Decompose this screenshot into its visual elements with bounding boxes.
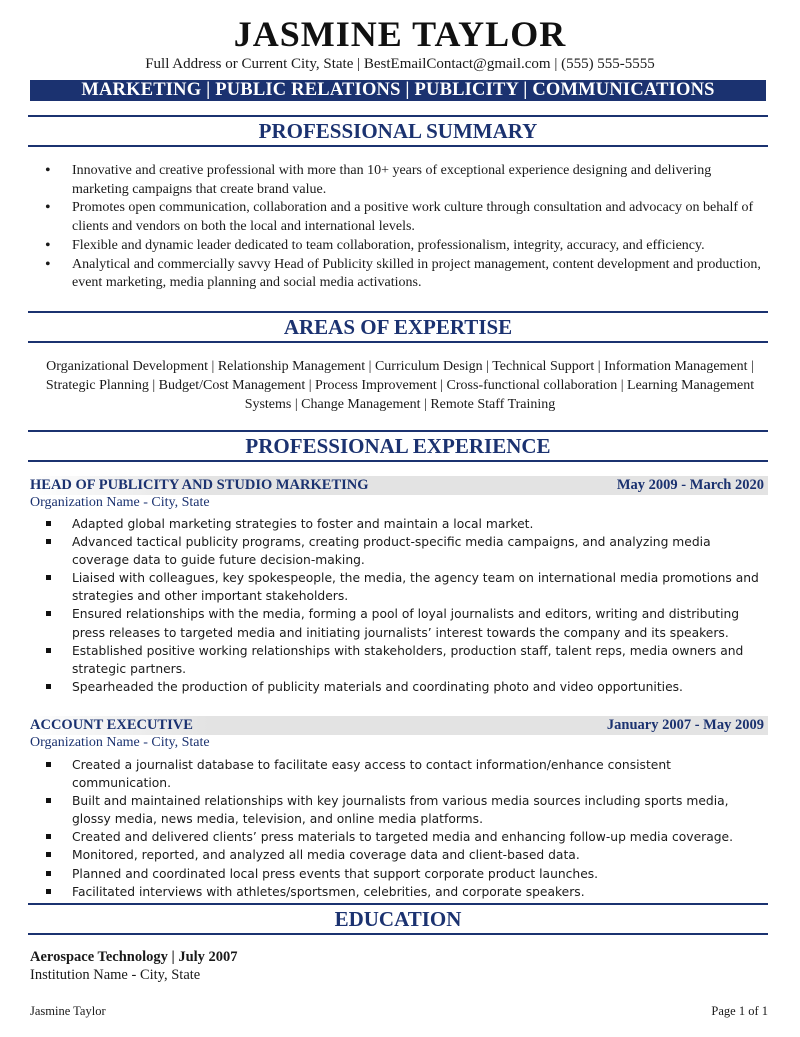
job-duties <box>40 756 765 901</box>
summary-item: • Innovative and creative professional with more than 10+ years of exceptional experience designing and delivering marketing campaigns that create brand value. <box>40 162 770 199</box>
duty-item: Adapted global marketing strategies to foster and maintain a local market. <box>40 515 765 533</box>
duty-item: Ensured relationships with the media, forming a pool of loyal journalists and editors, writing and distributing press releases to targeted media and initiating journalists’ interest towards the company and its speakers. <box>40 605 765 641</box>
duty-item: Planned and coordinated local press events that support corporate product launches. <box>40 865 765 883</box>
duty-item: Monitored, reported, and analyzed all media coverage data and client-based data. <box>40 846 765 864</box>
duty-item: Advanced tactical publicity programs, creating product-specific media campaigns, and analyzing media coverage data to guide future decision-making. <box>40 533 765 569</box>
job-duties <box>40 515 765 696</box>
job-title: HEAD OF PUBLICITY AND STUDIO MARKETING <box>30 477 369 493</box>
specialties-banner: MARKETING | PUBLIC RELATIONS | PUBLICITY | COMMUNICATIONS <box>30 80 766 101</box>
summary-item: • Flexible and dynamic leader dedicated to team collaboration, professionalism, integrity, accuracy, and efficiency. <box>40 237 770 256</box>
job-dates: May 2009 - March 2020 <box>616 477 764 493</box>
expertise-heading: AREAS OF EXPERTISE <box>28 311 768 343</box>
duty-item: Liaised with colleagues, key spokespeople, the media, the agency team on international media promotions and strategies and other important stakeholders. <box>40 569 765 605</box>
contact-info: Full Address or Current City, State | BestEmailContact@gmail.com | (555) 555-5555 <box>145 56 655 72</box>
education-heading: EDUCATION <box>28 903 768 935</box>
duty-item: Facilitated interviews with athletes/sportsmen, celebrities, and corporate speakers. <box>40 883 765 901</box>
footer-name: Jasmine Taylor <box>30 1004 106 1018</box>
job-dates: January 2007 - May 2009 <box>606 717 764 733</box>
summary-list <box>40 162 770 293</box>
job-organization: Organization Name - City, State <box>30 735 210 750</box>
experience-heading: PROFESSIONAL EXPERIENCE <box>28 430 768 462</box>
summary-heading: PROFESSIONAL SUMMARY <box>28 115 768 147</box>
expertise-list: Organizational Development | Relationship Management | Curriculum Design | Technical Support | Information Management | Strategic Planning | Budget/Cost Management | Process Improvement | Cross-functional collaboration | Learning Management Systems | Change Management | Remote Staff Training <box>45 359 755 412</box>
duty-item: Spearheaded the production of publicity materials and coordinating photo and video opportunities. <box>40 678 765 696</box>
duty-item: Established positive working relationships with stakeholders, production staff, talent reps, media owners and strategic partners. <box>40 642 765 678</box>
duty-item: Created and delivered clients’ press materials to targeted media and enhancing follow-up media coverage. <box>40 828 765 846</box>
summary-item: • Promotes open communication, collaboration and a positive work culture through consultation and advocacy on behalf of clients and vendors on both the local and international levels. <box>40 199 770 236</box>
candidate-name: JASMINE TAYLOR <box>233 14 567 54</box>
summary-item: • Analytical and commercially savvy Head of Publicity skilled in project management, content development and production, event marketing, media planning and social media activations. <box>40 256 770 293</box>
page-number: Page 1 of 1 <box>711 1004 768 1018</box>
job-organization: Organization Name - City, State <box>30 495 210 510</box>
job-title: ACCOUNT EXECUTIVE <box>30 717 193 733</box>
education-institution: Institution Name - City, State <box>30 967 201 983</box>
duty-item: Built and maintained relationships with key journalists from various media sources including sports media, glossy media, news media, television, and online media platforms. <box>40 792 765 828</box>
job-header <box>28 716 768 735</box>
job-header <box>28 476 768 495</box>
education-degree: Aerospace Technology | July 2007 <box>30 949 238 965</box>
duty-item: Created a journalist database to facilitate easy access to contact information/enhance consistent communication. <box>40 756 765 792</box>
